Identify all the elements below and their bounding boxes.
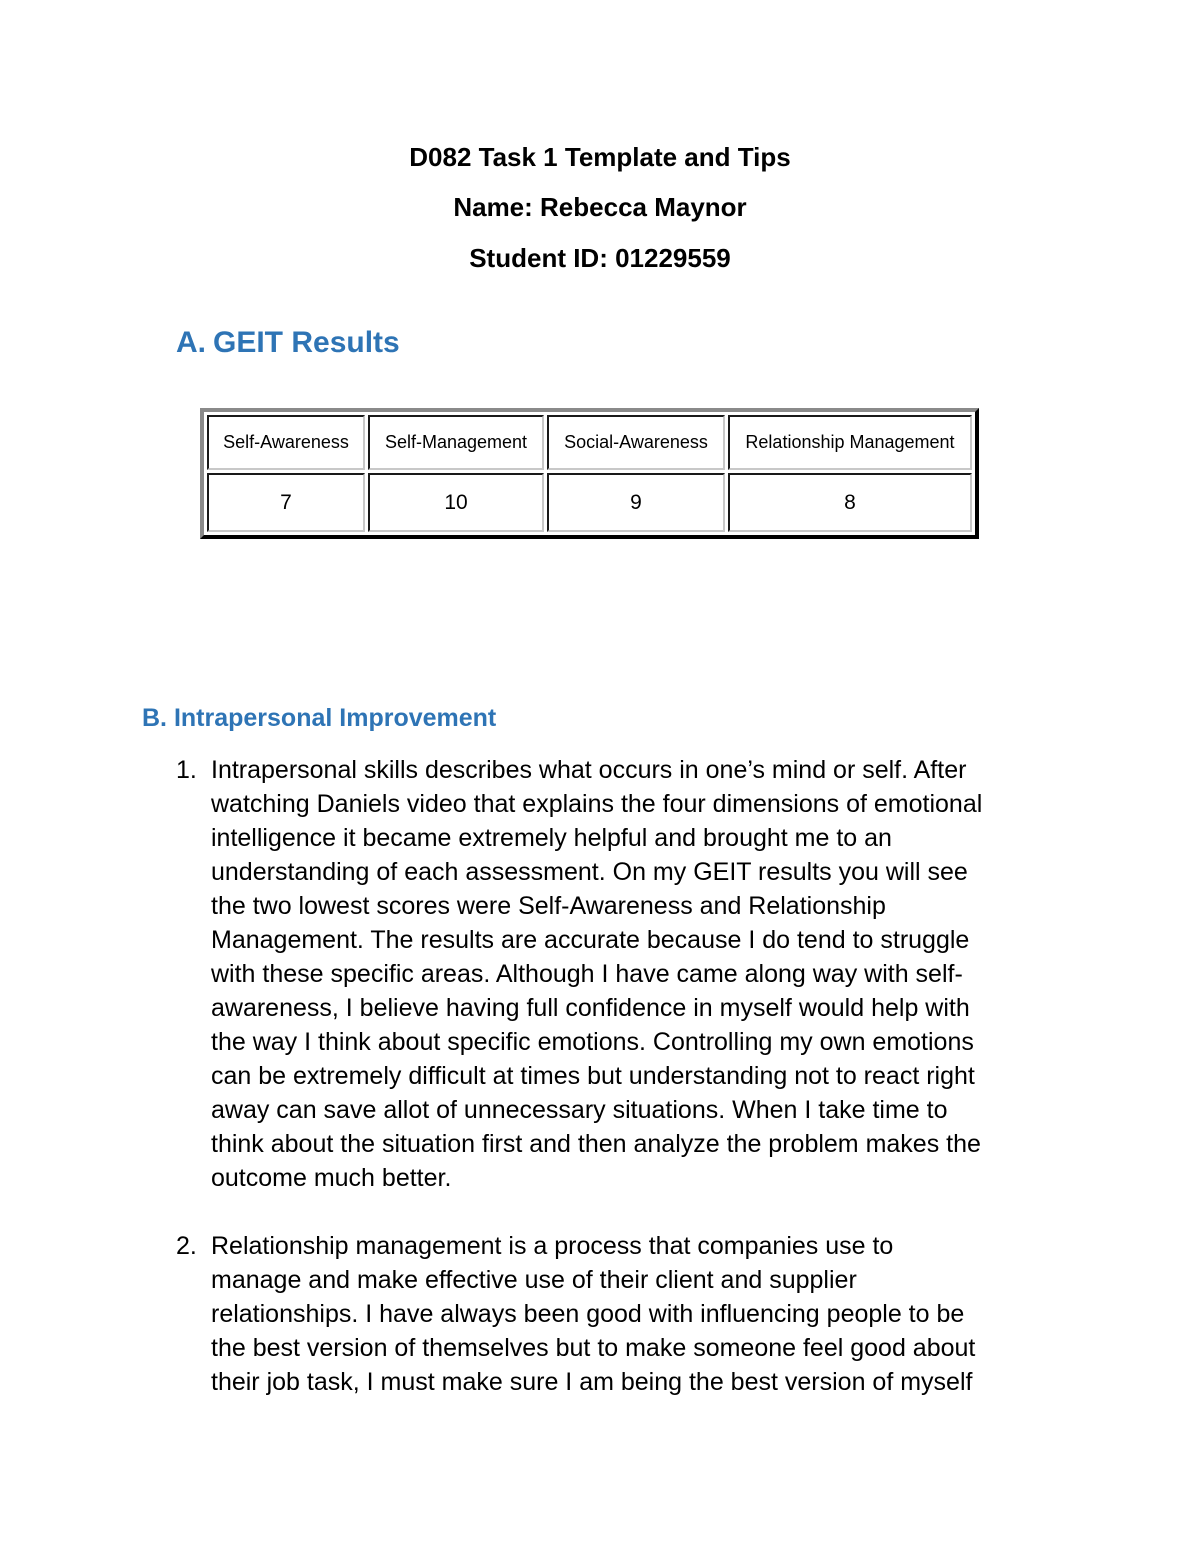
list-item-number: 2. (176, 1232, 197, 1260)
paragraph-line: relationships. I have always been good with influencing people to be (211, 1300, 965, 1328)
section-b-heading: B. Intrapersonal Improvement (142, 704, 497, 732)
paragraph-line: watching Daniels video that explains the four dimensions of emotional (211, 790, 983, 818)
paragraph-line: Relationship management is a process that companies use to (211, 1232, 894, 1260)
paragraph-line: Intrapersonal skills describes what occurs in one’s mind or self. After (211, 756, 967, 784)
section-a-marker: A. (176, 326, 206, 359)
answer-list (176, 753, 1081, 1399)
geit-results-table (200, 408, 979, 539)
student-id: Student ID: 01229559 (469, 243, 731, 273)
paragraph-line: awareness, I believe having full confidence in myself would help with (211, 994, 970, 1022)
paragraph-line: Management. The results are accurate because I do tend to struggle (211, 926, 970, 954)
paragraph-line: the way I think about specific emotions. Controlling my own emotions (211, 1028, 974, 1056)
paragraph-line: the best version of themselves but to make someone feel good about (211, 1334, 976, 1362)
paragraph-line: their job task, I must make sure I am being the best version of myself (211, 1368, 973, 1396)
paragraph-line: intelligence it became extremely helpful and brought me to an (211, 824, 892, 852)
value-self-management: 10 (368, 473, 544, 532)
student-name: Name: Rebecca Maynor (453, 192, 747, 222)
header-self-management: Self-Management (368, 415, 544, 470)
table-header-row (207, 415, 972, 470)
header-relationship-management: Relationship Management (728, 415, 972, 470)
section-a-heading (176, 325, 400, 361)
paragraph-line: manage and make effective use of their client and supplier (211, 1266, 857, 1294)
paragraph-line: the two lowest scores were Self-Awareness and Relationship (211, 892, 886, 920)
document-title: D082 Task 1 Template and Tips (409, 142, 791, 172)
list-item (176, 753, 1081, 1195)
paragraph-line: understanding of each assessment. On my GEIT results you will see (211, 858, 968, 886)
value-social-awareness: 9 (547, 473, 725, 532)
paragraph-line: away can save allot of unnecessary situations. When I take time to (211, 1096, 948, 1124)
table-values-row (207, 473, 972, 532)
section-a-title: GEIT Results (213, 326, 400, 359)
paragraph-line: think about the situation first and then analyze the problem makes the (211, 1130, 981, 1158)
list-item (176, 1229, 1081, 1399)
paragraph-line: outcome much better. (211, 1164, 452, 1192)
value-self-awareness: 7 (207, 473, 365, 532)
value-relationship-management: 8 (728, 473, 972, 532)
header-social-awareness: Social-Awareness (547, 415, 725, 470)
header-self-awareness: Self-Awareness (207, 415, 365, 470)
paragraph-line: with these specific areas. Although I have came along way with self- (211, 960, 963, 988)
list-item-number: 1. (176, 756, 197, 784)
paragraph-line: can be extremely difficult at times but understanding not to react right (211, 1062, 975, 1090)
